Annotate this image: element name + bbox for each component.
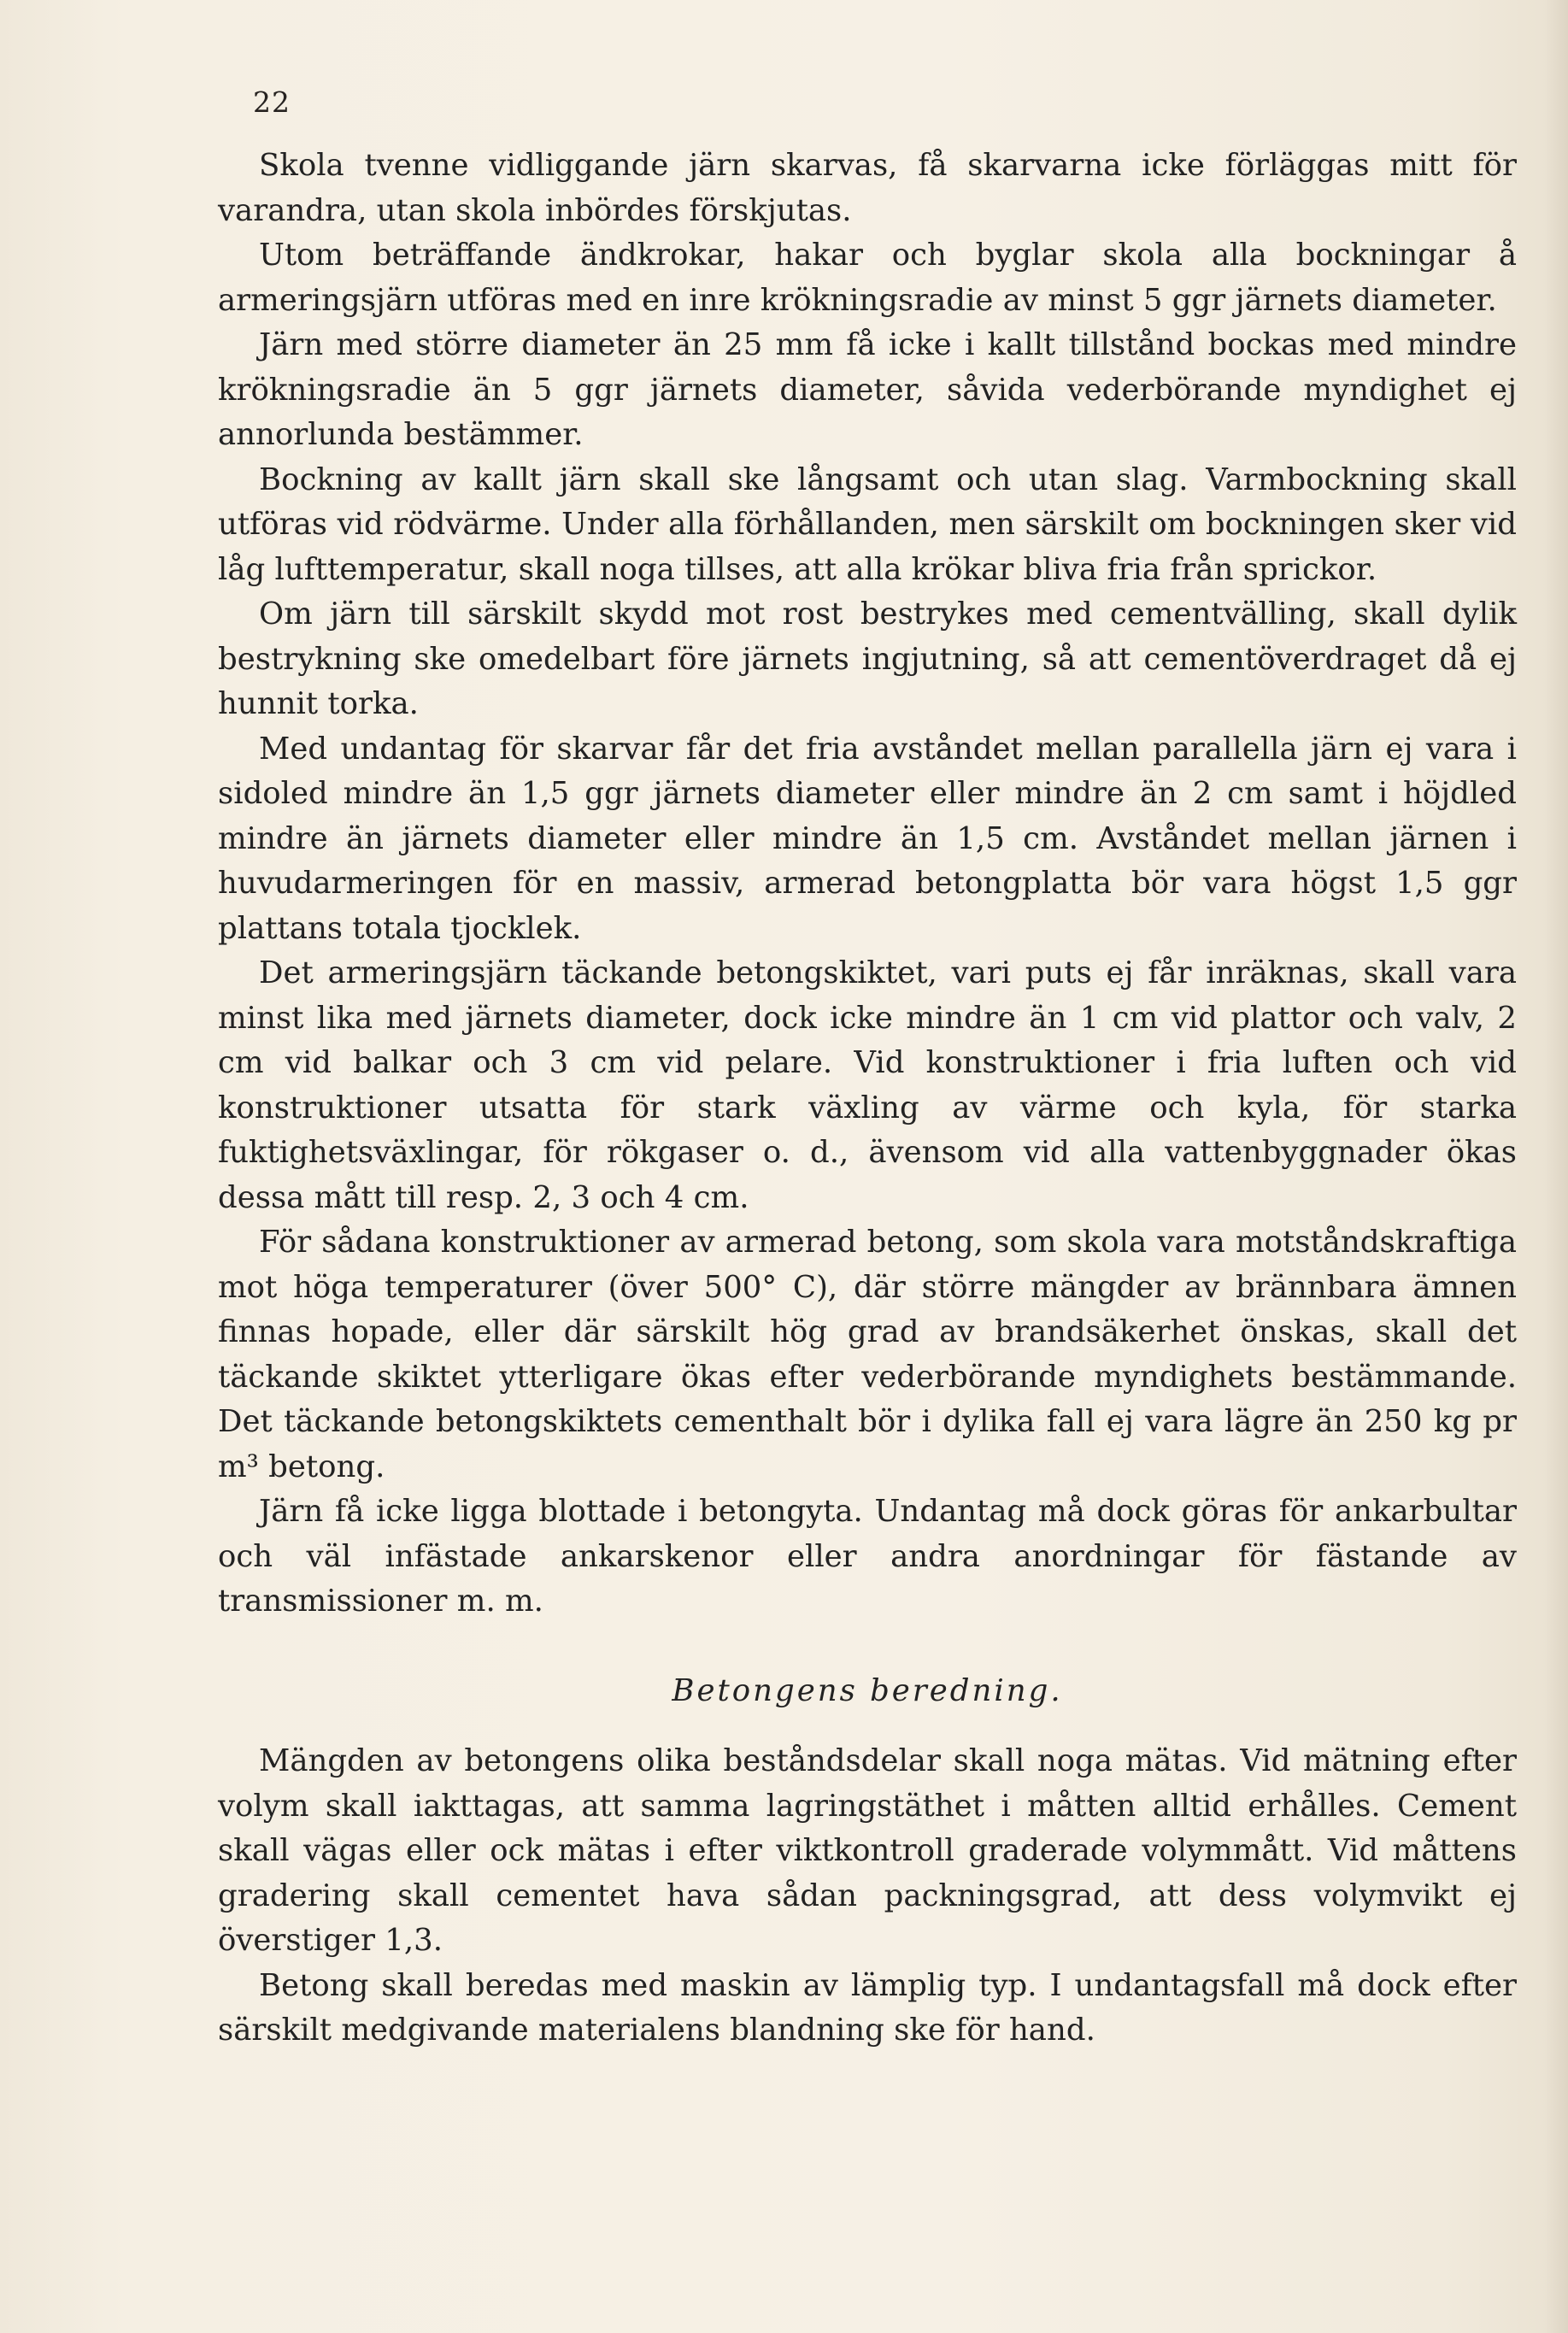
page-edge-shadow — [1544, 0, 1568, 2333]
paragraph-8: För sådana konstruktioner av armerad betong, som skola vara motståndskraftiga mot höga temperaturer (över 500° C), där större mängder av brännbara ämnen finnas hopade, eller där särskilt hög grad av brandsäkerhet önskas, skall det täckande skiktet ytterligare ökas efter vederbörande myndighets bestämmande. Det täckande betongskiktets cementhalt bör i dylika fall ej vara lägre än 250 kg pr m³ betong. — [218, 1225, 1517, 1484]
paragraph-3: Järn med större diameter än 25 mm få icke i kallt tillstånd bockas med mindre krökningsradie än 5 ggr järnets diameter, såvida vederbörande myndighet ej annorlunda bestämmer. — [218, 327, 1517, 452]
paragraph-2: Utom beträffande ändkrokar, hakar och byglar skola alla bockningar å armeringsjärn utföras med en inre krökningsradie av minst 5 ggr järnets diameter. — [218, 238, 1517, 318]
section-paragraph-1: Mängden av betongens olika beståndsdelar skall noga mätas. Vid mätning efter volym skall iakttagas, att samma lagringstäthet i måtten alltid erhålles. Cement skall vägas eller ock mätas i efter viktkontroll graderade volymmått. Vid måttens gradering skall cementet hava sådan packningsgrad, att dess volymvikt ej överstiger 1,3. — [218, 1743, 1517, 1958]
paragraph-1: Skola tvenne vidliggande järn skarvas, få skarvarna icke förläggas mitt för varandra, utan skola inbördes förskjutas. — [218, 148, 1517, 228]
paragraph-4: Bockning av kallt järn skall ske långsamt och utan slag. Varmbockning skall utföras vid rödvärme. Under alla förhållanden, men särskilt om bockningen sker vid låg lufttemperatur, skall noga tillses, att alla krökar bliva fria från sprickor. — [218, 461, 1517, 587]
paragraph-9: Järn få icke ligga blottade i betongyta. Undantag må dock göras för ankarbultar och väl infästade ankarskenor eller andra anordningar för fästande av transmissioner m. m. — [218, 1494, 1517, 1619]
paragraph-5: Om järn till särskilt skydd mot rost bestrykes med cementvälling, skall dylik bestrykning ske omedelbart före järnets ingjutning, så att cementöverdraget då ej hunnit torka. — [218, 596, 1517, 721]
section-heading: Betongens beredning. — [672, 1672, 1063, 1708]
paragraph-7: Det armeringsjärn täckande betongskiktet, vari puts ej får inräknas, skall vara minst lika med järnets diameter, dock icke mindre än 1 cm vid plattor och valv, 2 cm vid balkar och 3 cm vid pelare. Vid konstruktioner i fria luften och vid konstruktioner utsatta för stark växling av värme och kyla, för starka fuktighetsväxlingar, för rökgaser o. d., ävensom vid alla vattenbyggnader ökas dessa mått till resp. 2, 3 och 4 cm. — [218, 955, 1517, 1215]
paragraph-6: Med undantag för skarvar får det fria avståndet mellan parallella järn ej vara i sidoled mindre än 1,5 ggr järnets diameter eller mindre än 2 cm samt i höjdled mindre än järnets diameter eller mindre än 1,5 cm. Avståndet mellan järnen i huvudarmeringen för en massiv, armerad betongplatta bör vara högst 1,5 ggr plattans totala tjocklek. — [218, 731, 1517, 946]
body-text — [218, 144, 1517, 2054]
page-number: 22 — [253, 85, 291, 119]
section-paragraph-2: Betong skall beredas med maskin av lämplig typ. I undantagsfall må dock efter särskilt medgivande materialens blandning ske för hand. — [218, 1967, 1517, 2048]
